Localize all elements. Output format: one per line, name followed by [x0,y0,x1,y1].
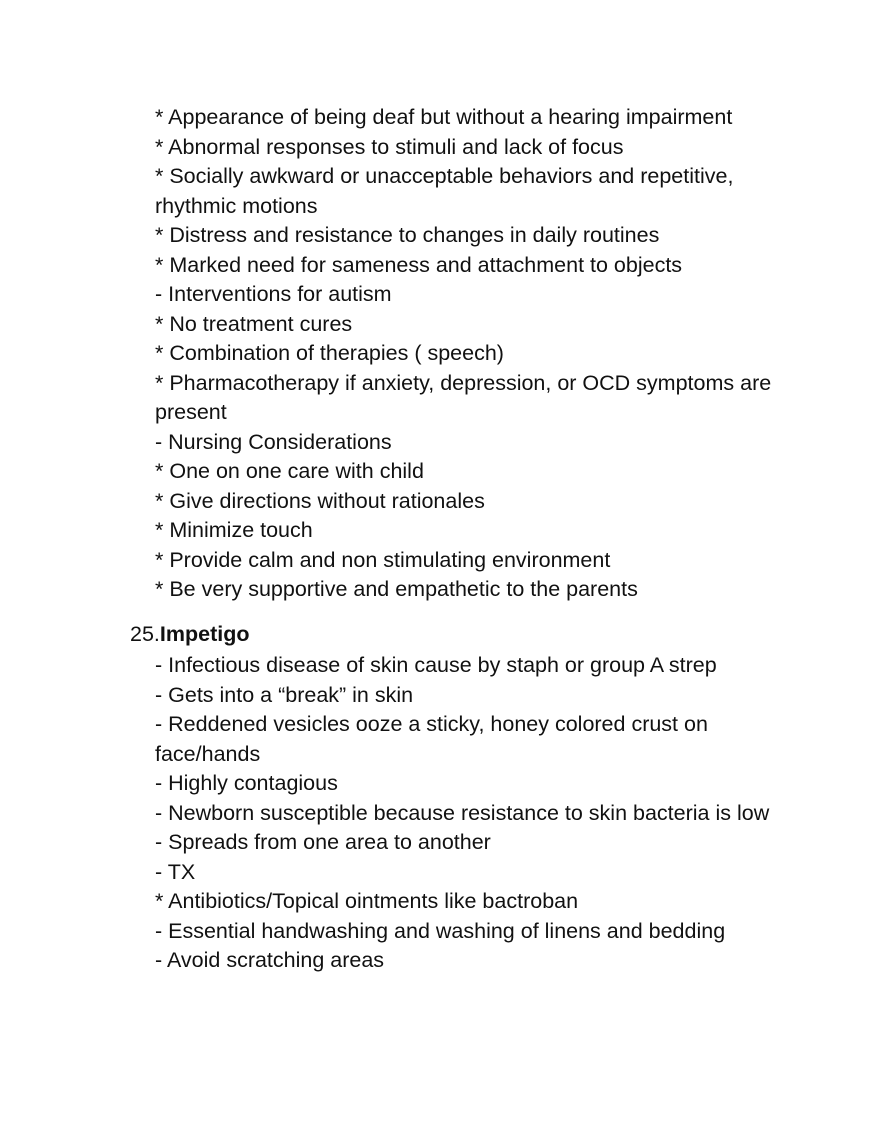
list-item: * Provide calm and non stimulating environment [155,547,611,572]
list-item: * No treatment cures [155,311,353,336]
list-item: * One on one care with child [155,459,424,483]
subheading: - Nursing Considerations [155,429,392,454]
list-item: * Marked need for sameness and attachment to objects [155,252,683,277]
list-item: - Gets into a “break” in skin [155,682,414,707]
list-item: * Antibiotics/Topical ointments like bactroban [155,889,579,913]
list-item: - Spreads from one area to another [155,830,491,854]
list-item: - Newborn susceptible because resistance to skin bacteria is low [155,800,770,825]
list-item: - TX [155,859,196,884]
list-item: * Combination of therapies ( speech) [155,341,504,365]
list-item: * Distress and resistance to changes in daily routines [155,223,660,247]
list-item: - Infectious disease of skin cause by staph or group A strep [155,653,717,677]
impetigo-notes-block [155,651,795,976]
list-item: - Essential handwashing and washing of linens and bedding [155,918,726,943]
section-title: Impetigo [159,622,250,646]
list-item: - Reddened vesicles ooze a sticky, honey colored crust on face/hands [155,712,714,766]
section-number: 25. [130,622,160,646]
autism-notes-block [155,103,795,605]
section-heading-impetigo [130,620,249,650]
list-item: * Appearance of being deaf but without a hearing impairment [155,105,733,129]
list-item: * Abnormal responses to stimuli and lack of focus [155,134,624,159]
list-item: * Pharmacotherapy if anxiety, depression, or OCD symptoms are present [155,370,778,424]
subheading: - Interventions for autism [155,282,392,306]
list-item: - Avoid scratching areas [155,948,385,972]
list-item: - Highly contagious [155,771,338,795]
list-item: * Minimize touch [155,518,313,542]
list-item: * Be very supportive and empathetic to the parents [155,577,638,601]
list-item: * Socially awkward or unacceptable behaviors and repetitive, rhythmic motions [155,164,740,218]
list-item: * Give directions without rationales [155,488,485,513]
